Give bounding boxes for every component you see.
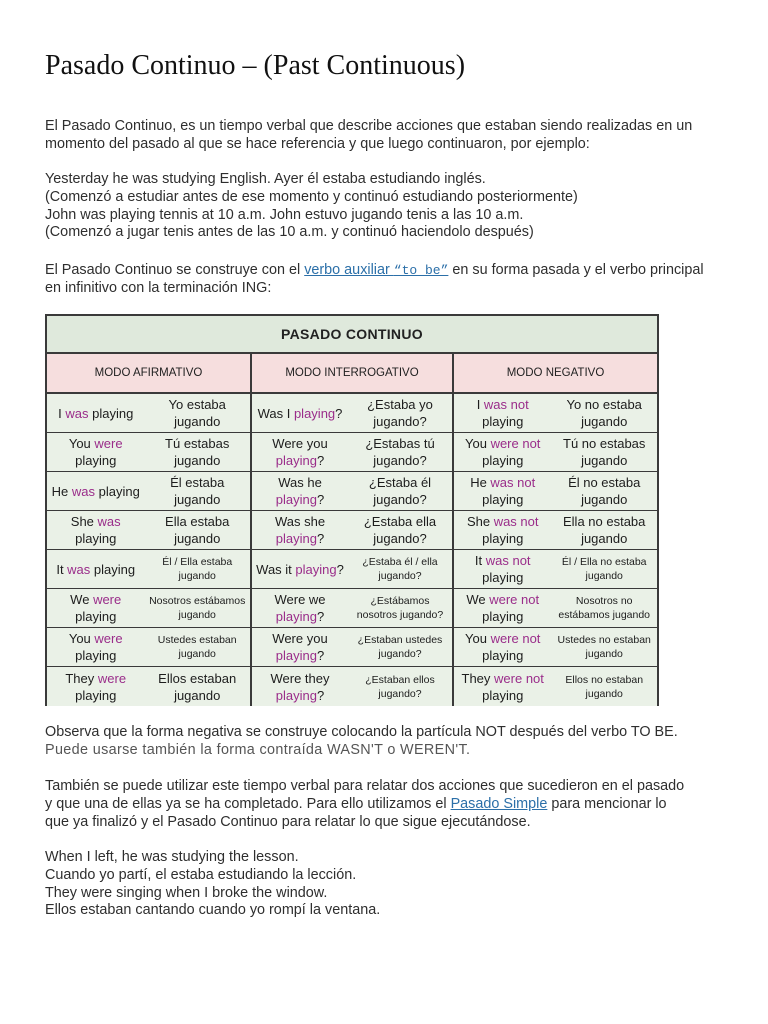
- page-title: Pasado Continuo – (Past Continuous): [45, 50, 466, 81]
- affirmative-english: [47, 628, 144, 666]
- english-phrase: [254, 670, 346, 704]
- note-line: Puede usarse también la forma contraída WASN'T o WEREN'T.: [45, 741, 471, 758]
- interrogative-english: [252, 472, 348, 510]
- verb-highlight: playing: [275, 492, 317, 507]
- english-phrase: [258, 405, 343, 422]
- phrase-part: Was it: [256, 561, 296, 577]
- phrase-part: She: [70, 514, 98, 529]
- table-row: [47, 433, 657, 472]
- phrase-part: playing: [75, 453, 117, 468]
- phrase-part: He: [51, 483, 72, 499]
- interrogative-english: [252, 667, 348, 706]
- english-phrase: [58, 405, 133, 422]
- verb-highlight: playing: [275, 609, 317, 624]
- example-line: Yesterday he was studying English. Ayer él estaba estudiando inglés.: [45, 171, 486, 187]
- english-phrase: [254, 513, 346, 547]
- english-phrase: [456, 435, 549, 469]
- mode-header-interrogative: MODO INTERROGATIVO: [252, 354, 454, 392]
- interrogative-cell: [252, 628, 454, 666]
- affirmative-english: [47, 667, 144, 706]
- verb-highlight: were: [97, 670, 127, 686]
- negative-english: [454, 589, 551, 627]
- example-line: Ellos estaban cantando cuando yo rompí la ventana.: [45, 902, 381, 919]
- negative-cell: [454, 628, 657, 666]
- affirmative-spanish: Nosotros estábamos jugando: [149, 595, 246, 621]
- verb-highlight: were not: [489, 592, 540, 607]
- phrase-part: playing: [75, 687, 117, 703]
- note-line: [45, 796, 735, 814]
- phrase-part: playing: [482, 570, 524, 585]
- affirmative-spanish: Él / Ella estaba jugando: [162, 556, 233, 582]
- negative-cell: [454, 472, 657, 510]
- phrase-part: They: [65, 670, 98, 686]
- english-phrase: [456, 630, 549, 664]
- affirmative-spanish: Yo estaba jugando: [168, 397, 226, 429]
- interrogative-cell: [252, 550, 454, 588]
- verb-highlight: were: [93, 592, 122, 607]
- negative-spanish: Él no estaba jugando: [568, 475, 641, 507]
- interrogative-spanish: ¿Estaba él / ella jugando?: [362, 556, 438, 582]
- negative-spanish: Él / Ella no estaba jugando: [561, 556, 647, 582]
- phrase-part: playing: [75, 531, 117, 546]
- negative-english: [454, 472, 551, 510]
- negative-english: [454, 511, 551, 549]
- interrogative-spanish: ¿Estabas tú jugando?: [365, 436, 435, 468]
- interrogative-spanish: ¿Estaba él jugando?: [368, 475, 432, 507]
- phrase-part: playing: [482, 531, 524, 546]
- phrase-part: ?: [316, 531, 325, 546]
- note-line: que ya finalizó y el Pasado Continuo para relatar lo que sigue ejecutándose.: [45, 813, 531, 830]
- construction-paragraph: [45, 262, 735, 298]
- phrase-part: playing: [75, 648, 117, 663]
- affirmative-english: [47, 550, 144, 588]
- example-line: (Comenzó a estudiar antes de ese momento y continuó estudiando posteriormente): [45, 188, 578, 205]
- english-phrase: [254, 435, 346, 469]
- phrase-part: playing: [88, 405, 134, 421]
- phrase-part: playing: [482, 687, 524, 703]
- affirmative-spanish: Él estaba jugando: [170, 475, 225, 507]
- note-text: y que una de ellas ya se ha completado. Para ello utilizamos el: [45, 795, 451, 812]
- english-phrase: [456, 670, 549, 704]
- english-phrase: [256, 561, 344, 578]
- negative-english: [454, 394, 551, 432]
- mode-header-affirmative: MODO AFIRMATIVO: [47, 354, 252, 392]
- table-row: [47, 472, 657, 511]
- negative-spanish: Ella no estaba jugando: [563, 514, 646, 546]
- interrogative-spanish: ¿Estaba ella jugando?: [363, 514, 437, 546]
- example-line: John was playing tennis at 10 a.m. John estuvo jugando tenis a las 10 a.m.: [45, 206, 524, 223]
- negative-cell: [454, 550, 657, 588]
- interrogative-english: [252, 433, 348, 471]
- pasado-simple-link[interactable]: Pasado Simple: [450, 795, 548, 812]
- affirmative-english: [47, 472, 144, 510]
- phrase-part: ?: [336, 561, 344, 577]
- table-row: [47, 589, 657, 628]
- note-line: También se puede utilizar este tiempo verbal para relatar dos acciones que sucedieron en el pasado: [45, 778, 685, 794]
- affirmative-english: [47, 433, 144, 471]
- english-phrase: [49, 670, 142, 704]
- construction-text: en su forma pasada y el verbo principal: [448, 262, 704, 278]
- affirmative-cell: [47, 550, 252, 588]
- affirmative-cell: [47, 589, 252, 627]
- construction-line: [45, 262, 735, 280]
- negative-cell: [454, 394, 657, 432]
- phrase-part: ?: [316, 453, 325, 468]
- interrogative-cell: [252, 433, 454, 471]
- table-title: PASADO CONTINUO: [47, 316, 657, 354]
- english-phrase: [254, 630, 346, 664]
- intro-line: momento del pasado al que se hace referencia y que luego continuaron, por ejemplo:: [45, 135, 590, 152]
- phrase-part: You: [68, 436, 95, 451]
- phrase-part: ?: [316, 687, 325, 703]
- phrase-part: They: [461, 670, 495, 686]
- negative-spanish: Ustedes no estaban jugando: [557, 634, 651, 660]
- phrase-part: playing: [94, 483, 140, 499]
- verb-highlight: was not: [483, 397, 529, 412]
- note-line: Observa que la forma negativa se construye colocando la partícula NOT después del verbo TO BE.: [45, 724, 678, 740]
- phrase-part: playing: [482, 648, 524, 663]
- english-phrase: [456, 474, 549, 508]
- interrogative-english: [252, 628, 348, 666]
- english-phrase: [49, 435, 142, 469]
- affirmative-spanish: Ella estaba jugando: [165, 514, 230, 546]
- verb-highlight: were: [94, 631, 123, 646]
- intro-paragraph: [45, 118, 735, 154]
- verb-highlight: was not: [485, 553, 531, 568]
- table-row: [47, 394, 657, 433]
- link-code: “to be”: [393, 263, 449, 278]
- construction-line: en infinitivo con la terminación ING:: [45, 279, 272, 296]
- phrase-part: I: [58, 405, 66, 421]
- english-phrase: [456, 513, 549, 547]
- phrase-part: playing: [75, 609, 117, 624]
- verb-highlight: playing: [275, 648, 317, 663]
- affirmative-spanish: Ellos estaban jugando: [158, 670, 237, 703]
- verb-highlight: playing: [275, 531, 317, 546]
- verb-highlight: playing: [275, 453, 317, 468]
- simple-note: [45, 778, 735, 831]
- affirmative-cell: [47, 394, 252, 432]
- phrase-part: He: [470, 475, 491, 490]
- interrogative-cell: [252, 394, 454, 432]
- phrase-part: It: [474, 553, 486, 568]
- phrase-part: Was she: [274, 514, 326, 529]
- interrogative-english: [252, 394, 348, 432]
- english-phrase: [56, 561, 135, 578]
- table-rows: [47, 394, 657, 706]
- negative-spanish: Ellos no estaban jugando: [565, 673, 644, 700]
- affirmative-spanish: Tú estabas jugando: [165, 436, 230, 468]
- verb-highlight: was: [65, 405, 89, 421]
- phrase-part: Were they: [270, 670, 330, 686]
- phrase-part: Were you: [272, 631, 328, 646]
- interrogative-cell: [252, 472, 454, 510]
- interrogative-spanish: ¿Estaban ellos jugando?: [365, 673, 435, 700]
- intro-line: El Pasado Continuo, es un tiempo verbal que describe acciones que estaban siendo realizadas en un: [45, 118, 693, 134]
- verb-highlight: was: [67, 561, 91, 577]
- phrase-part: I: [476, 397, 484, 412]
- link-text: verbo auxiliar: [304, 262, 394, 278]
- interrogative-spanish: ¿Estaba yo jugando?: [367, 397, 433, 429]
- phrase-part: You: [68, 631, 95, 646]
- negative-spanish: Tú no estabas jugando: [563, 436, 646, 468]
- phrase-part: playing: [482, 453, 524, 468]
- negative-english: [454, 667, 551, 706]
- examples2-paragraph: [45, 849, 735, 920]
- table-mode-headers: [47, 354, 657, 394]
- interrogative-cell: [252, 511, 454, 549]
- negative-cell: [454, 667, 657, 706]
- english-phrase: [49, 591, 142, 625]
- interrogative-spanish: ¿Estaban ustedes jugando?: [357, 634, 443, 660]
- phrase-part: Were you: [272, 436, 328, 451]
- phrase-part: We: [466, 592, 490, 607]
- english-phrase: [254, 591, 346, 625]
- interrogative-spanish: ¿Estábamos nosotros jugando?: [356, 595, 444, 621]
- interrogative-cell: [252, 667, 454, 706]
- affirmative-cell: [47, 667, 252, 706]
- verb-highlight: were: [94, 436, 123, 451]
- phrase-part: playing: [482, 414, 524, 429]
- english-phrase: [456, 591, 549, 625]
- verb-highlight: playing: [295, 561, 337, 577]
- verb-highlight: were not: [494, 670, 544, 686]
- negative-spanish: Yo no estaba jugando: [566, 397, 642, 429]
- interrogative-english: [252, 550, 348, 588]
- interrogative-english: [252, 511, 348, 549]
- phrase-part: playing: [90, 561, 136, 577]
- interrogative-cell: [252, 589, 454, 627]
- verbo-auxiliar-link[interactable]: [304, 262, 448, 278]
- affirmative-cell: [47, 472, 252, 510]
- affirmative-english: [47, 589, 144, 627]
- note-text: para mencionar lo: [547, 795, 667, 812]
- verb-highlight: was: [71, 483, 95, 499]
- table-row: [47, 550, 657, 589]
- affirmative-cell: [47, 433, 252, 471]
- english-phrase: [49, 630, 142, 664]
- phrase-part: We: [70, 592, 94, 607]
- negative-english: [454, 433, 551, 471]
- affirmative-english: [47, 511, 144, 549]
- negative-note: [45, 724, 735, 760]
- phrase-part: ?: [335, 405, 343, 421]
- example-line: Cuando yo partí, el estaba estudiando la lección.: [45, 866, 357, 883]
- example-line: When I left, he was studying the lesson.: [45, 849, 299, 865]
- negative-cell: [454, 511, 657, 549]
- phrase-part: Was I: [257, 405, 294, 421]
- example-line: (Comenzó a jugar tenis antes de las 10 a.m. y continuó haciendolo después): [45, 224, 534, 241]
- table-row: [47, 511, 657, 550]
- verb-highlight: were not: [490, 436, 541, 451]
- verb-highlight: playing: [275, 687, 317, 703]
- phrase-part: ?: [316, 648, 325, 663]
- phrase-part: Was he: [278, 475, 322, 490]
- english-phrase: [456, 396, 549, 430]
- negative-cell: [454, 433, 657, 471]
- english-phrase: [456, 552, 549, 586]
- english-phrase: [254, 474, 346, 508]
- negative-english: [454, 628, 551, 666]
- negative-cell: [454, 589, 657, 627]
- negative-spanish: Nosotros no estábamos jugando: [558, 595, 651, 621]
- phrase-part: You: [465, 436, 491, 451]
- english-phrase: [52, 483, 140, 500]
- examples-paragraph: [45, 171, 735, 242]
- interrogative-english: [252, 589, 348, 627]
- phrase-part: ?: [316, 609, 325, 624]
- affirmative-english: [47, 394, 144, 432]
- affirmative-cell: [47, 511, 252, 549]
- verb-highlight: playing: [293, 405, 336, 421]
- phrase-part: playing: [482, 492, 524, 507]
- conjugation-table: [45, 314, 659, 706]
- phrase-part: ?: [316, 492, 325, 507]
- verb-highlight: were not: [490, 631, 541, 646]
- verb-highlight: was not: [490, 475, 536, 490]
- negative-english: [454, 550, 551, 588]
- phrase-part: She: [466, 514, 494, 529]
- english-phrase: [49, 513, 142, 547]
- phrase-part: You: [465, 631, 491, 646]
- affirmative-spanish: Ustedes estaban jugando: [157, 634, 237, 660]
- mode-header-negative: MODO NEGATIVO: [454, 354, 657, 392]
- example-line: They were singing when I broke the window.: [45, 884, 328, 901]
- phrase-part: playing: [482, 609, 524, 624]
- phrase-part: It: [56, 561, 68, 577]
- phrase-part: Were we: [274, 592, 326, 607]
- verb-highlight: was not: [493, 514, 539, 529]
- construction-text: El Pasado Continuo se construye con el: [45, 262, 305, 278]
- verb-highlight: was: [97, 514, 121, 529]
- affirmative-cell: [47, 628, 252, 666]
- table-row: [47, 628, 657, 667]
- table-row: [47, 667, 657, 706]
